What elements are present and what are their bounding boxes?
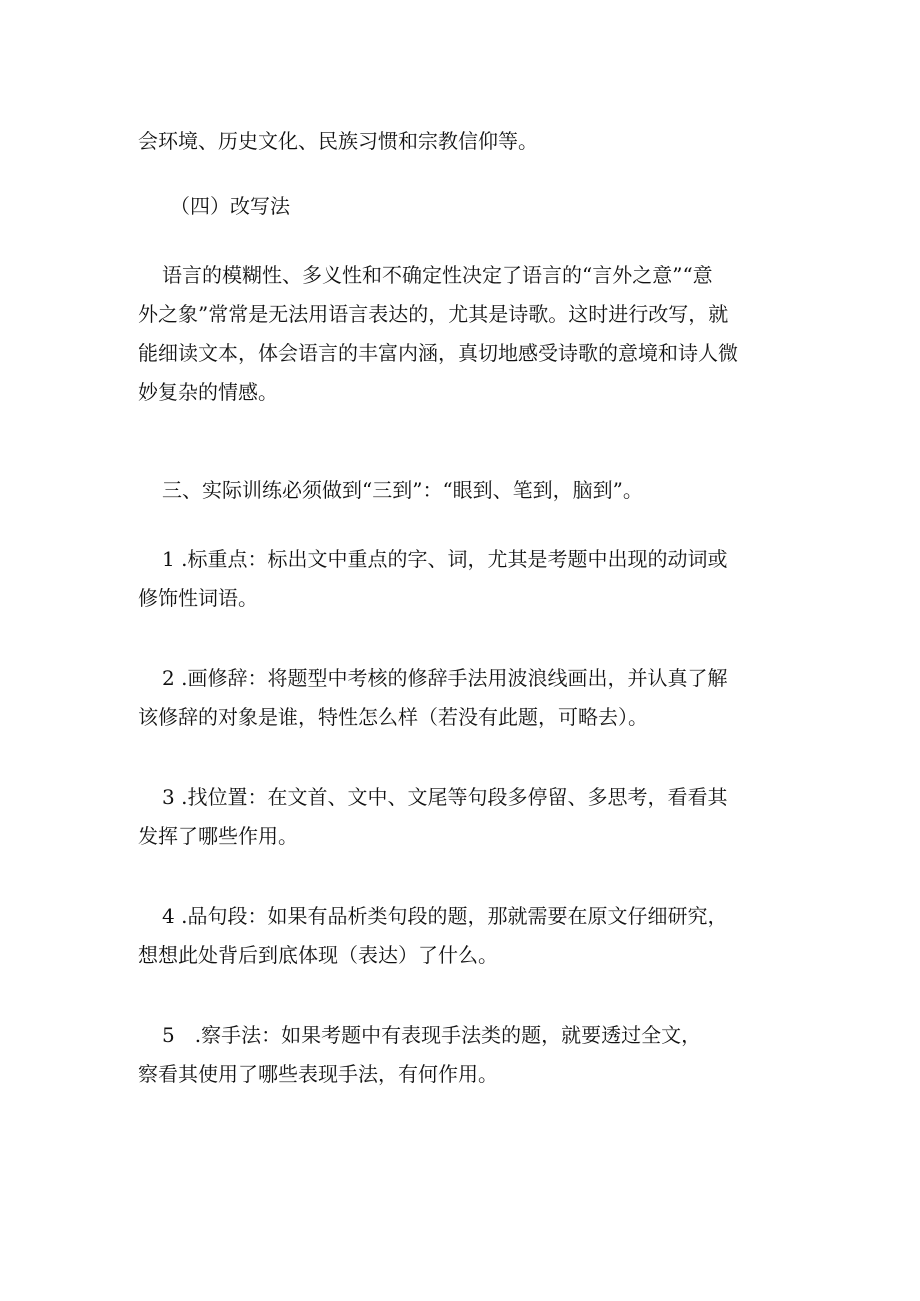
list-item-text: .找位置：在文首、文中、文尾等句段多停留、多思考，看看其	[181, 785, 728, 809]
list-item-second-line: 察看其使用了哪些表现手法，有何作用。	[138, 1062, 498, 1086]
text-line: 能细读文本，体会语言的丰富内涵，真切地感受诗歌的意境和诗人微	[138, 341, 738, 365]
continuation-paragraph	[138, 122, 788, 161]
text-line: 外之象”常常是无法用语言表达的，尤其是诗歌。这时进行改写，就	[138, 302, 729, 326]
list-item-5	[138, 1016, 788, 1094]
list-item-number: 4	[162, 904, 175, 928]
list-item-number: 2	[162, 666, 175, 690]
list-item-first-line	[138, 1016, 788, 1055]
list-item-second-line: 修饰性词语。	[138, 586, 258, 610]
text-line: 会环境、历史文化、民族习惯和宗教信仰等。	[138, 129, 538, 153]
list-item-number: 1	[162, 547, 175, 571]
list-item-first-line	[138, 659, 788, 698]
section-4-body	[138, 256, 788, 412]
text-line: 语言的模糊性、多义性和不确定性决定了语言的“言外之意”“意	[162, 263, 713, 287]
list-item-first-line	[138, 897, 788, 936]
list-item-4	[138, 897, 788, 975]
list-item-second-line: 该修辞的对象是谁，特性怎么样（若没有此题，可略去）。	[138, 705, 648, 729]
section-4-heading: （四）改写法	[170, 194, 290, 218]
list-item-text: .品句段：如果有品析类句段的题，那就需要在原文仔细研究，	[181, 904, 728, 928]
list-item-text: .察手法：如果考题中有表现手法类的题，就要透过全文，	[194, 1023, 702, 1047]
list-item-3	[138, 778, 788, 856]
list-item-first-line	[138, 540, 788, 579]
list-item-number: 3	[162, 785, 175, 809]
list-item-text: .画修辞：将题型中考核的修辞手法用波浪线画出，并认真了解	[181, 666, 728, 690]
text-line: 妙复杂的情感。	[138, 380, 278, 404]
list-item-second-line: 发挥了哪些作用。	[138, 824, 298, 848]
list-item-first-line	[138, 778, 788, 817]
list-item-second-line: 想想此处背后到底体现（表达）了什么。	[138, 943, 498, 967]
list-item-number: 5	[162, 1023, 175, 1047]
section-3-heading: 三、实际训练必须做到“三到”：“眼到、笔到，脑到”。	[162, 478, 643, 502]
list-item-text: .标重点：标出文中重点的字、词，尤其是考题中出现的动词或	[181, 547, 728, 571]
list-item-2	[138, 659, 788, 737]
list-item-1	[138, 540, 788, 618]
